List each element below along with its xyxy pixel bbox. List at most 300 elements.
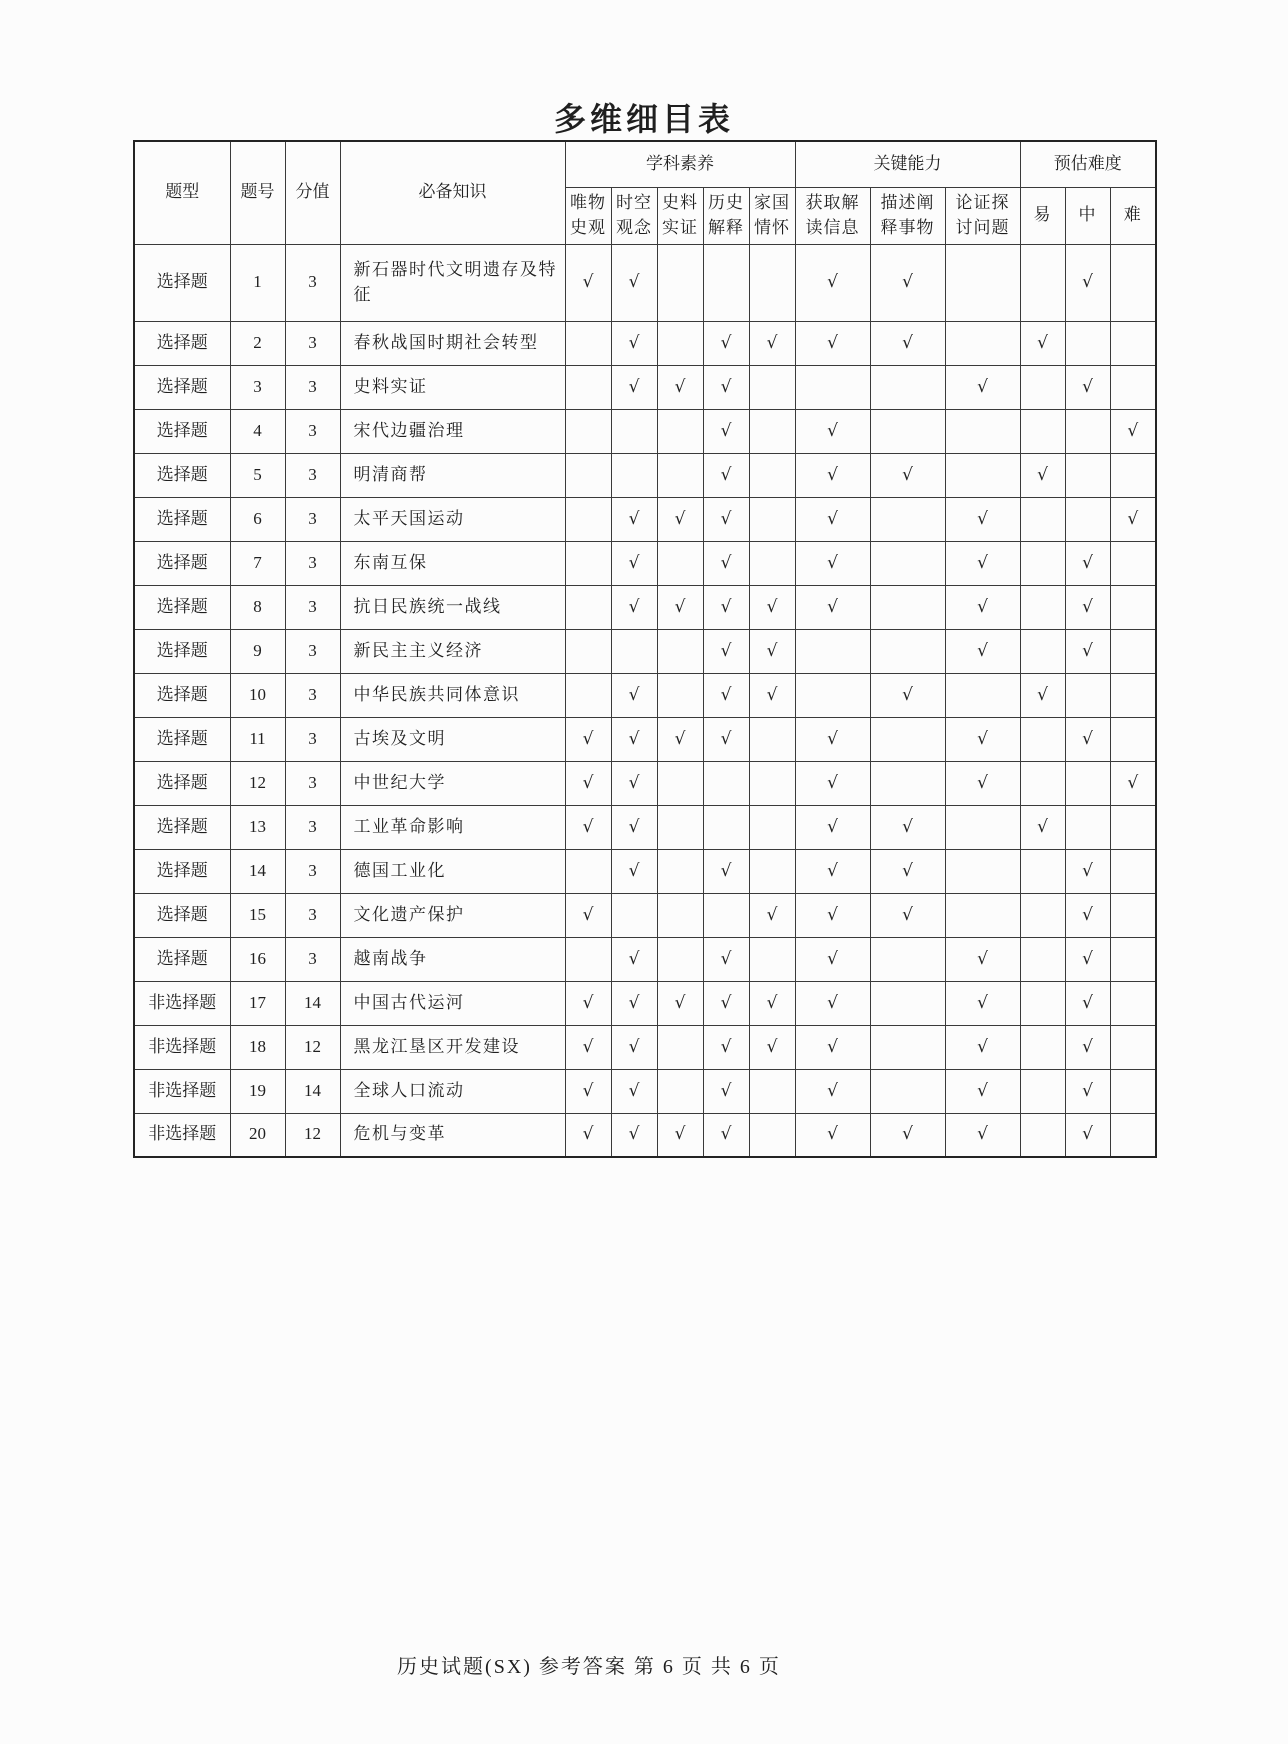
check-mark-cell-时空观念: √ xyxy=(611,805,657,849)
check-mark-cell-论证探讨问题: √ xyxy=(945,937,1020,981)
empty-cell-历史解释 xyxy=(703,761,749,805)
empty-cell-易 xyxy=(1020,1069,1065,1113)
table-row xyxy=(134,1069,1156,1113)
cell-question-type: 选择题 xyxy=(134,673,230,717)
empty-cell-历史解释 xyxy=(703,893,749,937)
check-mark-cell-历史解释: √ xyxy=(703,541,749,585)
check-mark-cell-历史解释: √ xyxy=(703,629,749,673)
check-mark-cell-获取解读信息: √ xyxy=(795,321,870,365)
check-mark-cell-获取解读信息: √ xyxy=(795,1069,870,1113)
empty-cell-中 xyxy=(1065,497,1110,541)
check-mark-cell-时空观念: √ xyxy=(611,981,657,1025)
cell-question-number: 19 xyxy=(230,1069,285,1113)
cell-question-type: 非选择题 xyxy=(134,1069,230,1113)
check-mark-cell-史料实证: √ xyxy=(657,497,703,541)
empty-cell-难 xyxy=(1110,1069,1156,1113)
table-row xyxy=(134,244,1156,321)
header-group-literacy: 学科素养 xyxy=(565,141,795,187)
empty-cell-家国情怀 xyxy=(749,409,795,453)
check-mark-cell-描述阐释事物: √ xyxy=(870,244,945,321)
header-knowledge: 必备知识 xyxy=(340,141,565,244)
cell-knowledge: 抗日民族统一战线 xyxy=(340,585,565,629)
check-mark-cell-获取解读信息: √ xyxy=(795,981,870,1025)
check-mark-cell-论证探讨问题: √ xyxy=(945,497,1020,541)
cell-question-number: 11 xyxy=(230,717,285,761)
empty-cell-家国情怀 xyxy=(749,1113,795,1157)
check-mark-cell-描述阐释事物: √ xyxy=(870,321,945,365)
empty-cell-易 xyxy=(1020,497,1065,541)
check-mark-cell-获取解读信息: √ xyxy=(795,717,870,761)
cell-question-number: 18 xyxy=(230,1025,285,1069)
empty-cell-论证探讨问题 xyxy=(945,805,1020,849)
check-mark-cell-获取解读信息: √ xyxy=(795,585,870,629)
empty-cell-家国情怀 xyxy=(749,805,795,849)
check-mark-cell-历史解释: √ xyxy=(703,849,749,893)
table-body xyxy=(134,244,1156,1157)
header-group-row xyxy=(134,141,1156,187)
empty-cell-论证探讨问题 xyxy=(945,893,1020,937)
check-mark-cell-唯物史观: √ xyxy=(565,981,611,1025)
check-mark-cell-易: √ xyxy=(1020,805,1065,849)
cell-score: 3 xyxy=(285,497,340,541)
empty-cell-时空观念 xyxy=(611,453,657,497)
cell-question-type: 选择题 xyxy=(134,629,230,673)
empty-cell-论证探讨问题 xyxy=(945,321,1020,365)
check-mark-cell-时空观念: √ xyxy=(611,365,657,409)
empty-cell-描述阐释事物 xyxy=(870,365,945,409)
cell-question-number: 15 xyxy=(230,893,285,937)
empty-cell-中 xyxy=(1065,453,1110,497)
cell-score: 3 xyxy=(285,849,340,893)
empty-cell-唯物史观 xyxy=(565,365,611,409)
spec-table xyxy=(133,140,1157,1158)
check-mark-cell-历史解释: √ xyxy=(703,321,749,365)
cell-question-number: 3 xyxy=(230,365,285,409)
check-mark-cell-家国情怀: √ xyxy=(749,585,795,629)
empty-cell-史料实证 xyxy=(657,409,703,453)
header-group-ability: 关键能力 xyxy=(795,141,1020,187)
check-mark-cell-史料实证: √ xyxy=(657,981,703,1025)
cell-knowledge: 明清商帮 xyxy=(340,453,565,497)
empty-cell-史料实证 xyxy=(657,244,703,321)
cell-knowledge: 古埃及文明 xyxy=(340,717,565,761)
empty-cell-史料实证 xyxy=(657,1025,703,1069)
empty-cell-获取解读信息 xyxy=(795,673,870,717)
cell-question-number: 13 xyxy=(230,805,285,849)
empty-cell-中 xyxy=(1065,321,1110,365)
empty-cell-中 xyxy=(1065,805,1110,849)
empty-cell-描述阐释事物 xyxy=(870,937,945,981)
empty-cell-难 xyxy=(1110,244,1156,321)
check-mark-cell-论证探讨问题: √ xyxy=(945,717,1020,761)
empty-cell-论证探讨问题 xyxy=(945,673,1020,717)
empty-cell-家国情怀 xyxy=(749,1069,795,1113)
empty-cell-唯物史观 xyxy=(565,321,611,365)
empty-cell-易 xyxy=(1020,365,1065,409)
empty-cell-唯物史观 xyxy=(565,409,611,453)
table-row xyxy=(134,673,1156,717)
check-mark-cell-唯物史观: √ xyxy=(565,717,611,761)
check-mark-cell-时空观念: √ xyxy=(611,585,657,629)
empty-cell-易 xyxy=(1020,717,1065,761)
check-mark-cell-时空观念: √ xyxy=(611,673,657,717)
cell-knowledge: 德国工业化 xyxy=(340,849,565,893)
check-mark-cell-论证探讨问题: √ xyxy=(945,365,1020,409)
cell-knowledge: 黑龙江垦区开发建设 xyxy=(340,1025,565,1069)
check-mark-cell-论证探讨问题: √ xyxy=(945,981,1020,1025)
check-mark-cell-史料实证: √ xyxy=(657,1113,703,1157)
empty-cell-描述阐释事物 xyxy=(870,717,945,761)
header-ability-argue: 论证探讨问题 xyxy=(945,187,1020,244)
check-mark-cell-家国情怀: √ xyxy=(749,321,795,365)
empty-cell-家国情怀 xyxy=(749,937,795,981)
check-mark-cell-时空观念: √ xyxy=(611,541,657,585)
cell-score: 14 xyxy=(285,1069,340,1113)
cell-knowledge: 新石器时代文明遗存及特征 xyxy=(340,244,565,321)
cell-knowledge: 春秋战国时期社会转型 xyxy=(340,321,565,365)
cell-knowledge: 越南战争 xyxy=(340,937,565,981)
cell-question-type: 选择题 xyxy=(134,937,230,981)
empty-cell-描述阐释事物 xyxy=(870,629,945,673)
check-mark-cell-历史解释: √ xyxy=(703,585,749,629)
cell-score: 3 xyxy=(285,585,340,629)
table-row xyxy=(134,365,1156,409)
check-mark-cell-时空观念: √ xyxy=(611,1113,657,1157)
check-mark-cell-历史解释: √ xyxy=(703,981,749,1025)
check-mark-cell-易: √ xyxy=(1020,453,1065,497)
empty-cell-描述阐释事物 xyxy=(870,1025,945,1069)
table-row xyxy=(134,805,1156,849)
table-header xyxy=(134,141,1156,244)
empty-cell-史料实证 xyxy=(657,1069,703,1113)
table-row xyxy=(134,497,1156,541)
cell-question-type: 选择题 xyxy=(134,321,230,365)
check-mark-cell-论证探讨问题: √ xyxy=(945,541,1020,585)
table-row xyxy=(134,585,1156,629)
header-difficulty-easy: 易 xyxy=(1020,187,1065,244)
check-mark-cell-中: √ xyxy=(1065,585,1110,629)
check-mark-cell-获取解读信息: √ xyxy=(795,1113,870,1157)
check-mark-cell-史料实证: √ xyxy=(657,585,703,629)
header-question-number: 题号 xyxy=(230,141,285,244)
empty-cell-易 xyxy=(1020,244,1065,321)
check-mark-cell-论证探讨问题: √ xyxy=(945,1069,1020,1113)
table-row xyxy=(134,981,1156,1025)
table-row xyxy=(134,453,1156,497)
empty-cell-描述阐释事物 xyxy=(870,981,945,1025)
cell-question-number: 6 xyxy=(230,497,285,541)
empty-cell-唯物史观 xyxy=(565,629,611,673)
check-mark-cell-历史解释: √ xyxy=(703,1025,749,1069)
check-mark-cell-唯物史观: √ xyxy=(565,805,611,849)
empty-cell-中 xyxy=(1065,761,1110,805)
empty-cell-史料实证 xyxy=(657,849,703,893)
empty-cell-家国情怀 xyxy=(749,541,795,585)
check-mark-cell-中: √ xyxy=(1065,365,1110,409)
check-mark-cell-中: √ xyxy=(1065,1025,1110,1069)
empty-cell-难 xyxy=(1110,585,1156,629)
empty-cell-描述阐释事物 xyxy=(870,497,945,541)
empty-cell-史料实证 xyxy=(657,673,703,717)
cell-question-type: 选择题 xyxy=(134,244,230,321)
cell-knowledge: 太平天国运动 xyxy=(340,497,565,541)
empty-cell-难 xyxy=(1110,673,1156,717)
empty-cell-描述阐释事物 xyxy=(870,585,945,629)
cell-knowledge: 危机与变革 xyxy=(340,1113,565,1157)
check-mark-cell-历史解释: √ xyxy=(703,1069,749,1113)
empty-cell-家国情怀 xyxy=(749,761,795,805)
empty-cell-获取解读信息 xyxy=(795,629,870,673)
check-mark-cell-历史解释: √ xyxy=(703,497,749,541)
cell-score: 3 xyxy=(285,937,340,981)
empty-cell-家国情怀 xyxy=(749,497,795,541)
empty-cell-描述阐释事物 xyxy=(870,409,945,453)
check-mark-cell-难: √ xyxy=(1110,497,1156,541)
check-mark-cell-中: √ xyxy=(1065,981,1110,1025)
table-row xyxy=(134,893,1156,937)
empty-cell-难 xyxy=(1110,453,1156,497)
table-row xyxy=(134,629,1156,673)
check-mark-cell-历史解释: √ xyxy=(703,453,749,497)
check-mark-cell-易: √ xyxy=(1020,321,1065,365)
empty-cell-史料实证 xyxy=(657,893,703,937)
check-mark-cell-获取解读信息: √ xyxy=(795,893,870,937)
check-mark-cell-唯物史观: √ xyxy=(565,244,611,321)
cell-question-number: 4 xyxy=(230,409,285,453)
empty-cell-论证探讨问题 xyxy=(945,244,1020,321)
check-mark-cell-难: √ xyxy=(1110,761,1156,805)
cell-knowledge: 中世纪大学 xyxy=(340,761,565,805)
check-mark-cell-中: √ xyxy=(1065,629,1110,673)
empty-cell-中 xyxy=(1065,673,1110,717)
cell-question-number: 7 xyxy=(230,541,285,585)
empty-cell-史料实证 xyxy=(657,761,703,805)
cell-knowledge: 工业革命影响 xyxy=(340,805,565,849)
cell-question-type: 选择题 xyxy=(134,541,230,585)
empty-cell-时空观念 xyxy=(611,409,657,453)
empty-cell-家国情怀 xyxy=(749,849,795,893)
header-literacy-materialism: 唯物史观 xyxy=(565,187,611,244)
check-mark-cell-获取解读信息: √ xyxy=(795,1025,870,1069)
check-mark-cell-时空观念: √ xyxy=(611,1025,657,1069)
empty-cell-史料实证 xyxy=(657,541,703,585)
check-mark-cell-唯物史观: √ xyxy=(565,1069,611,1113)
cell-question-type: 选择题 xyxy=(134,497,230,541)
empty-cell-易 xyxy=(1020,541,1065,585)
empty-cell-唯物史观 xyxy=(565,673,611,717)
cell-question-number: 10 xyxy=(230,673,285,717)
cell-question-type: 非选择题 xyxy=(134,1113,230,1157)
empty-cell-唯物史观 xyxy=(565,453,611,497)
header-group-difficulty: 预估难度 xyxy=(1020,141,1156,187)
empty-cell-论证探讨问题 xyxy=(945,453,1020,497)
empty-cell-唯物史观 xyxy=(565,541,611,585)
cell-question-number: 14 xyxy=(230,849,285,893)
table-row xyxy=(134,761,1156,805)
empty-cell-描述阐释事物 xyxy=(870,761,945,805)
cell-question-type: 选择题 xyxy=(134,409,230,453)
cell-score: 3 xyxy=(285,629,340,673)
empty-cell-难 xyxy=(1110,365,1156,409)
table-row xyxy=(134,937,1156,981)
empty-cell-易 xyxy=(1020,981,1065,1025)
check-mark-cell-中: √ xyxy=(1065,244,1110,321)
empty-cell-易 xyxy=(1020,893,1065,937)
empty-cell-易 xyxy=(1020,1113,1065,1157)
empty-cell-难 xyxy=(1110,893,1156,937)
cell-score: 12 xyxy=(285,1025,340,1069)
cell-knowledge: 中华民族共同体意识 xyxy=(340,673,565,717)
empty-cell-易 xyxy=(1020,849,1065,893)
cell-score: 3 xyxy=(285,453,340,497)
empty-cell-论证探讨问题 xyxy=(945,849,1020,893)
check-mark-cell-获取解读信息: √ xyxy=(795,849,870,893)
cell-score: 3 xyxy=(285,244,340,321)
cell-score: 3 xyxy=(285,365,340,409)
cell-question-type: 选择题 xyxy=(134,849,230,893)
cell-score: 3 xyxy=(285,673,340,717)
cell-knowledge: 中国古代运河 xyxy=(340,981,565,1025)
check-mark-cell-家国情怀: √ xyxy=(749,981,795,1025)
check-mark-cell-论证探讨问题: √ xyxy=(945,585,1020,629)
empty-cell-易 xyxy=(1020,629,1065,673)
check-mark-cell-中: √ xyxy=(1065,717,1110,761)
empty-cell-难 xyxy=(1110,805,1156,849)
check-mark-cell-历史解释: √ xyxy=(703,937,749,981)
cell-knowledge: 新民主主义经济 xyxy=(340,629,565,673)
empty-cell-难 xyxy=(1110,629,1156,673)
empty-cell-难 xyxy=(1110,717,1156,761)
cell-knowledge: 文化遗产保护 xyxy=(340,893,565,937)
empty-cell-难 xyxy=(1110,849,1156,893)
cell-score: 3 xyxy=(285,717,340,761)
cell-score: 3 xyxy=(285,761,340,805)
empty-cell-难 xyxy=(1110,981,1156,1025)
cell-score: 14 xyxy=(285,981,340,1025)
cell-question-type: 选择题 xyxy=(134,805,230,849)
check-mark-cell-史料实证: √ xyxy=(657,717,703,761)
check-mark-cell-时空观念: √ xyxy=(611,244,657,321)
check-mark-cell-论证探讨问题: √ xyxy=(945,1025,1020,1069)
check-mark-cell-唯物史观: √ xyxy=(565,893,611,937)
cell-score: 12 xyxy=(285,1113,340,1157)
empty-cell-易 xyxy=(1020,585,1065,629)
empty-cell-史料实证 xyxy=(657,629,703,673)
table-row xyxy=(134,541,1156,585)
check-mark-cell-时空观念: √ xyxy=(611,761,657,805)
cell-question-number: 20 xyxy=(230,1113,285,1157)
header-literacy-patriotism: 家国情怀 xyxy=(749,187,795,244)
empty-cell-史料实证 xyxy=(657,321,703,365)
check-mark-cell-时空观念: √ xyxy=(611,497,657,541)
empty-cell-家国情怀 xyxy=(749,717,795,761)
empty-cell-易 xyxy=(1020,409,1065,453)
table-row xyxy=(134,321,1156,365)
check-mark-cell-家国情怀: √ xyxy=(749,893,795,937)
cell-question-type: 选择题 xyxy=(134,365,230,409)
check-mark-cell-论证探讨问题: √ xyxy=(945,1113,1020,1157)
empty-cell-史料实证 xyxy=(657,937,703,981)
cell-question-number: 1 xyxy=(230,244,285,321)
check-mark-cell-论证探讨问题: √ xyxy=(945,761,1020,805)
check-mark-cell-中: √ xyxy=(1065,849,1110,893)
empty-cell-家国情怀 xyxy=(749,365,795,409)
empty-cell-难 xyxy=(1110,1025,1156,1069)
check-mark-cell-易: √ xyxy=(1020,673,1065,717)
check-mark-cell-描述阐释事物: √ xyxy=(870,893,945,937)
check-mark-cell-难: √ xyxy=(1110,409,1156,453)
empty-cell-史料实证 xyxy=(657,453,703,497)
cell-question-type: 选择题 xyxy=(134,893,230,937)
header-difficulty-hard: 难 xyxy=(1110,187,1156,244)
check-mark-cell-历史解释: √ xyxy=(703,409,749,453)
check-mark-cell-历史解释: √ xyxy=(703,673,749,717)
empty-cell-易 xyxy=(1020,1025,1065,1069)
table-row xyxy=(134,717,1156,761)
empty-cell-史料实证 xyxy=(657,805,703,849)
check-mark-cell-唯物史观: √ xyxy=(565,761,611,805)
header-ability-acquire-info: 获取解读信息 xyxy=(795,187,870,244)
check-mark-cell-中: √ xyxy=(1065,893,1110,937)
header-literacy-spacetime: 时空观念 xyxy=(611,187,657,244)
check-mark-cell-描述阐释事物: √ xyxy=(870,805,945,849)
check-mark-cell-中: √ xyxy=(1065,541,1110,585)
check-mark-cell-论证探讨问题: √ xyxy=(945,629,1020,673)
cell-question-type: 非选择题 xyxy=(134,981,230,1025)
cell-question-number: 9 xyxy=(230,629,285,673)
empty-cell-获取解读信息 xyxy=(795,365,870,409)
check-mark-cell-时空观念: √ xyxy=(611,321,657,365)
cell-question-type: 选择题 xyxy=(134,585,230,629)
check-mark-cell-中: √ xyxy=(1065,937,1110,981)
empty-cell-唯物史观 xyxy=(565,585,611,629)
check-mark-cell-描述阐释事物: √ xyxy=(870,1113,945,1157)
cell-question-number: 5 xyxy=(230,453,285,497)
check-mark-cell-时空观念: √ xyxy=(611,1069,657,1113)
empty-cell-难 xyxy=(1110,321,1156,365)
check-mark-cell-描述阐释事物: √ xyxy=(870,849,945,893)
check-mark-cell-获取解读信息: √ xyxy=(795,497,870,541)
empty-cell-历史解释 xyxy=(703,805,749,849)
check-mark-cell-家国情怀: √ xyxy=(749,629,795,673)
cell-score: 3 xyxy=(285,893,340,937)
empty-cell-中 xyxy=(1065,409,1110,453)
empty-cell-易 xyxy=(1020,937,1065,981)
table-row xyxy=(134,1113,1156,1157)
check-mark-cell-时空观念: √ xyxy=(611,717,657,761)
header-score: 分值 xyxy=(285,141,340,244)
cell-question-type: 选择题 xyxy=(134,453,230,497)
empty-cell-描述阐释事物 xyxy=(870,541,945,585)
empty-cell-家国情怀 xyxy=(749,453,795,497)
cell-question-number: 8 xyxy=(230,585,285,629)
cell-question-number: 2 xyxy=(230,321,285,365)
cell-knowledge: 宋代边疆治理 xyxy=(340,409,565,453)
empty-cell-历史解释 xyxy=(703,244,749,321)
cell-question-type: 选择题 xyxy=(134,717,230,761)
check-mark-cell-获取解读信息: √ xyxy=(795,244,870,321)
check-mark-cell-家国情怀: √ xyxy=(749,673,795,717)
table-row xyxy=(134,409,1156,453)
cell-knowledge: 东南互保 xyxy=(340,541,565,585)
header-literacy-interpretation: 历史解释 xyxy=(703,187,749,244)
cell-knowledge: 史料实证 xyxy=(340,365,565,409)
check-mark-cell-唯物史观: √ xyxy=(565,1113,611,1157)
check-mark-cell-获取解读信息: √ xyxy=(795,805,870,849)
header-ability-describe: 描述阐释事物 xyxy=(870,187,945,244)
check-mark-cell-时空观念: √ xyxy=(611,849,657,893)
empty-cell-描述阐释事物 xyxy=(870,1069,945,1113)
